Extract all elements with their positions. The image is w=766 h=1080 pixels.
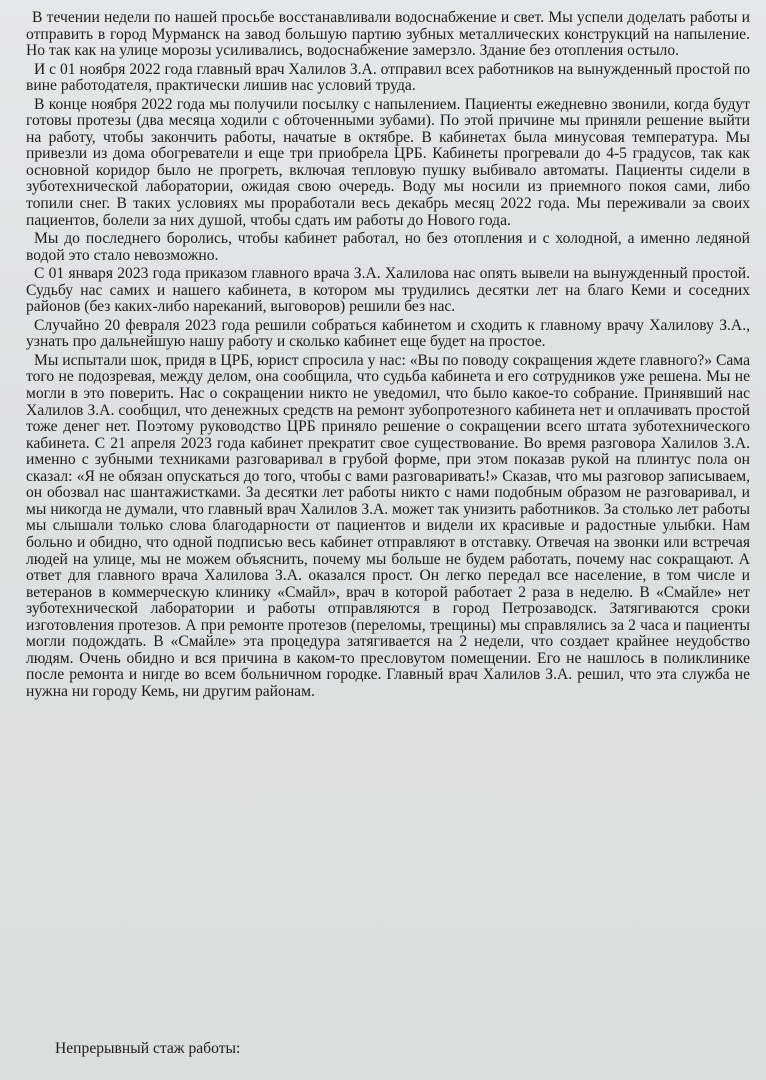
paragraph-struggle: Мы до последнего боролись, чтобы кабинет работал, но без отопления и с холодной, а именно ледяной водой это стало невозможно. bbox=[26, 230, 750, 264]
paragraph-february-visit: Случайно 20 февраля 2023 года решили собраться кабинетом и сходить к главному врачу Халилову З.А., узнать про дальнейшую нашу работу и сколько кабинет еще будет на простое. bbox=[26, 316, 750, 351]
paragraph-water-restoration: В течении недели по нашей просьбе восстанавливали водоснабжение и свет. Мы успели доделать работы и отправить в город Мурманск на завод большую партию зубных металлических конструкций на напыление. Но так как на улице морозы усиливались, водоснабжение замерзло. Здание без отопления остыло. bbox=[26, 9, 750, 60]
work-experience-label: Непрерывный стаж работы: bbox=[55, 1040, 241, 1057]
paragraph-forced-downtime-november: И с 01 ноября 2022 года главный врач Халилов З.А. отправил всех работников на вынужденный простой по вине работодателя, практически лишив нас условий труда. bbox=[26, 60, 750, 95]
paragraph-december-work: В конце ноября 2022 года мы получили посылку с напылением. Пациенты ежедневно звонили, когда будут готовы протезы (два месяца ходили с обточенными зубами). По этой причине мы приняли решение выйти на работу, чтобы закончить работы, начатые в октябре. В кабинетах была минусовая температура. Мы привезли из дома обогреватели и еще три приобрела ЦРБ. Кабинеты прогревали до 4-5 градусов, так как основной коридор было не прогреть, включая тепловую пушку выбивало автоматы. Пациенты сидели в зуботехнической лаборатории, ожидая свою очередь. Воду мы носили из приемного покоя сами, либо топили снег. В таких условиях мы проработали весь декабрь месяц 2022 года. Мы переживали за своих пациентов, болели за них душой, чтобы сдать им работы до Нового года. bbox=[26, 95, 750, 229]
paragraph-forced-downtime-january: С 01 января 2023 года приказом главного врача З.А. Халилова нас опять вывели на вынужденный простой. Судьбу нас самих и нашего кабинета, в котором мы трудились десятки лет на благо Кеми и соседних районов (без каких-либо нареканий, выговоров) решили без нас. bbox=[26, 265, 750, 316]
document-body bbox=[26, 10, 750, 702]
paragraph-shock-and-closure: Мы испытали шок, придя в ЦРБ, юрист спросила у нас: «Вы по поводу сокращения ждете главного?» Сама того не подозревая, между делом, она сообщила, что судьба кабинета и его сотрудников уже решена. Мы не могли в это поверить. Нас о сокращении никто не уведомил, что было какое-то собрание. Принявший нас Халилов З.А. сообщил, что денежных средств на ремонт зубопротезного кабинета нет и оплачивать простой тоже денег нет. Поэтому руководство ЦРБ приняло решение о сокращении всего штата зуботехнического кабинета. С 21 апреля 2023 года кабинет прекратит свое существование. Во время разговора Халилов З.А. именно с зубными техниками разговаривал в грубой форме, при этом показав рукой на плинтус пола он сказал: «Я не обязан опускаться до того, чтобы с вами разговаривать!» Сказав, что мы разговор записываем, он обозвал нас шантажистками. За десятки лет работы никто с нами подобным образом не разговаривал, и мы никогда не думали, что главный врач Халилов З.А. может так унизить работников. За столько лет работы мы слышали только слова благодарности от пациентов и видели их красивые и радостные улыбки. Нам больно и обидно, что одной подписью весь кабинет отправляют в отставку. Отвечая на звонки или встречая людей на улице, мы не можем объяснить, почему мы больше не будем работать, почему нас сокращают. А ответ для главного врача Халилова З.А. оказался прост. Он легко передал все население, в том числе и ветеранов в коммерческую клинику «Смайл», врач в которой работает 2 раза в неделю. В «Смайле» нет зуботехнической лаборатории и работы отправляются в город Петрозаводск. Затягиваются сроки изготовления протезов. А при ремонте протезов (переломы, трещины) мы справлялись за 2 часа и пациенты могли подождать. В «Смайле» эта процедура затягивается на 2 недели, что создает крайнее неудобство людям. Очень обидно и вся причина в каком-то пресловутом помещении. Его не нашлось в поликлинике после ремонта и нигде во всем больничном городке. Главный врач Халилов З.А. решил, что эта служба не нужна ни городу Кемь, ни другим районам. bbox=[26, 351, 750, 700]
